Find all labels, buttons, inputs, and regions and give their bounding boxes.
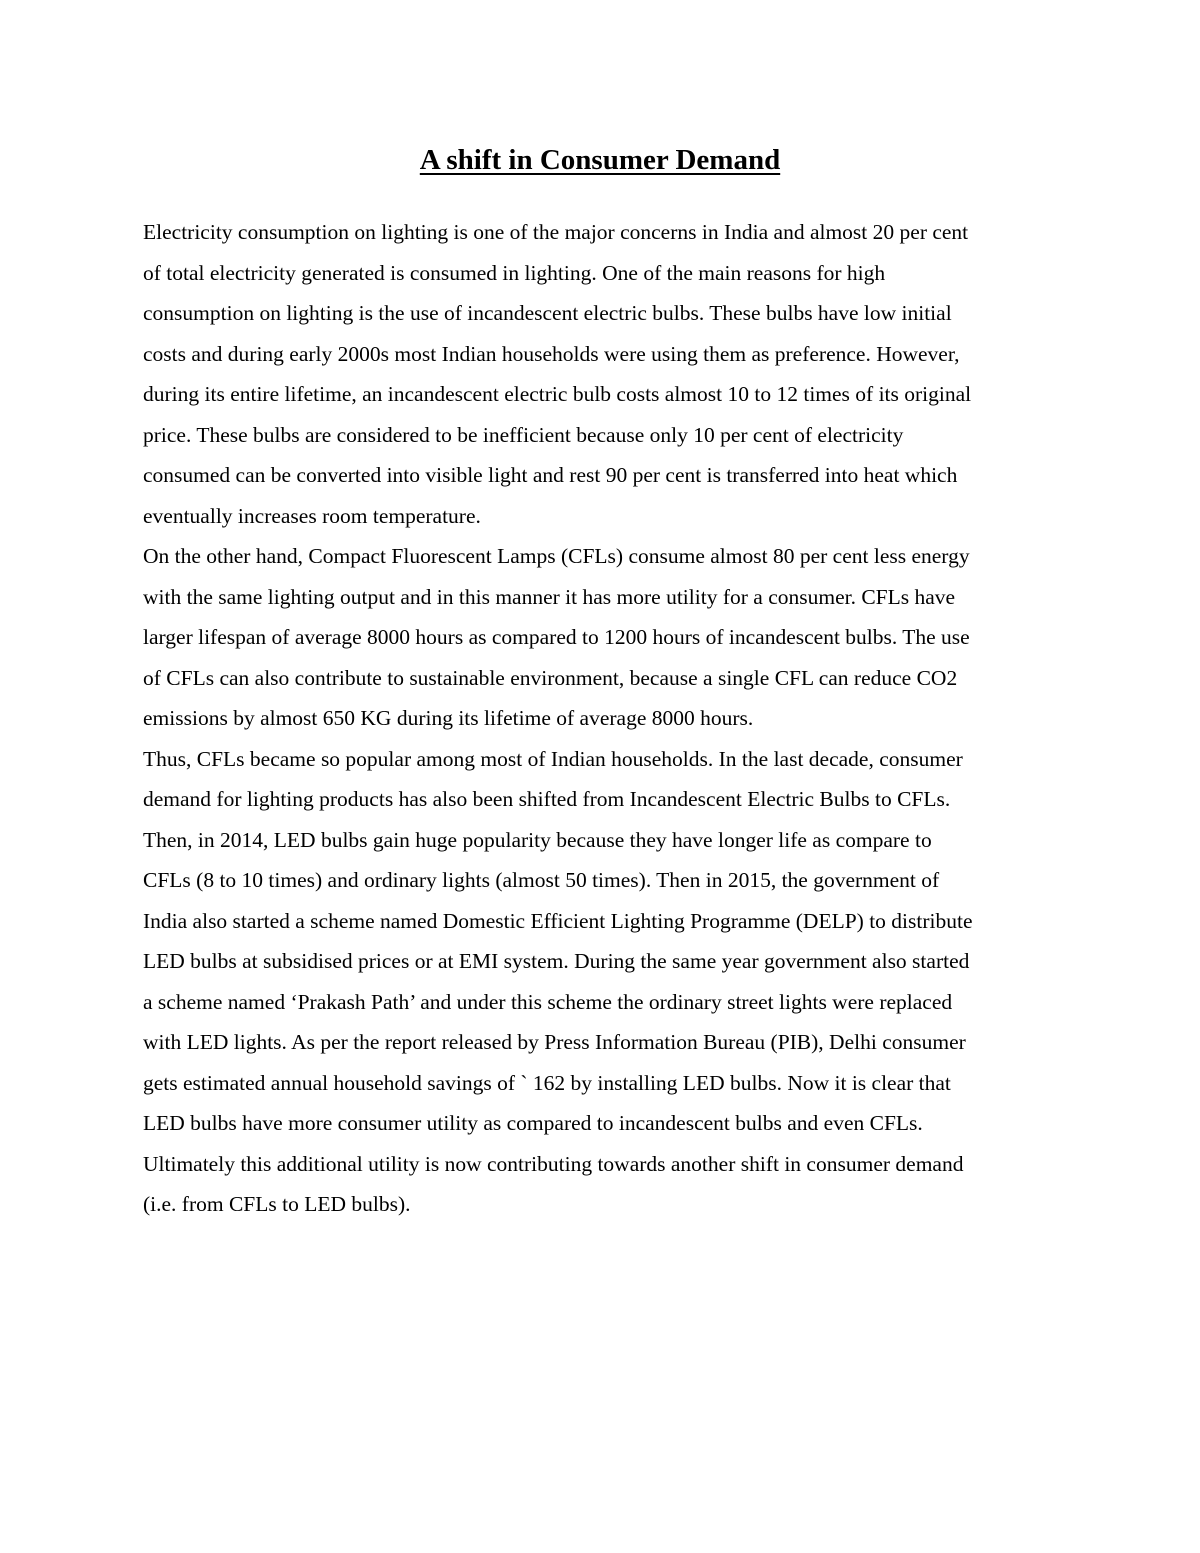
body-line: eventually increases room temperature. [143, 503, 481, 528]
body-line: Electricity consumption on lighting is one of the major concerns in India and almost 20 per cent [143, 220, 969, 244]
body-line: Then, in 2014, LED bulbs gain huge popularity because they have longer life as compare to [143, 827, 932, 852]
body-line: during its entire lifetime, an incandescent electric bulb costs almost 10 to 12 times of its original [143, 382, 972, 406]
body-line: Ultimately this additional utility is now contributing towards another shift in consumer demand [143, 1151, 964, 1176]
body-line: India also started a scheme named Domestic Efficient Lighting Programme (DELP) to distribute [143, 908, 973, 933]
body-line: LED bulbs at subsidised prices or at EMI system. During the same year government also started [143, 949, 970, 973]
body-line: On the other hand, Compact Fluorescent Lamps (CFLs) consume almost 80 per cent less energy [143, 544, 970, 568]
body-line: consumption on lighting is the use of incandescent electric bulbs. These bulbs have low initial [143, 301, 952, 325]
body-line: LED bulbs have more consumer utility as compared to incandescent bulbs and even CFLs. [143, 1111, 923, 1135]
body-line: Thus, CFLs became so popular among most of Indian households. In the last decade, consumer [143, 746, 963, 771]
body-line: larger lifespan of average 8000 hours as compared to 1200 hours of incandescent bulbs. The use [143, 625, 970, 649]
document-body [143, 212, 1063, 1225]
body-line: a scheme named ‘Prakash Path’ and under this scheme the ordinary street lights were replaced [143, 989, 953, 1014]
body-line: consumed can be converted into visible light and rest 90 per cent is transferred into heat which [143, 463, 958, 487]
body-line: CFLs (8 to 10 times) and ordinary lights (almost 50 times). Then in 2015, the government of [143, 868, 940, 892]
body-line: emissions by almost 650 KG during its lifetime of average 8000 hours. [143, 706, 754, 730]
body-line: (i.e. from CFLs to LED bulbs). [143, 1192, 411, 1216]
body-line: with LED lights. As per the report released by Press Information Bureau (PIB), Delhi consumer [143, 1030, 966, 1054]
body-line: price. These bulbs are considered to be inefficient because only 10 per cent of electricity [143, 422, 904, 447]
body-line: of CFLs can also contribute to sustainable environment, because a single CFL can reduce CO2 [143, 665, 958, 690]
body-line: with the same lighting output and in this manner it has more utility for a consumer. CFLs have [143, 584, 956, 609]
body-line: of total electricity generated is consumed in lighting. One of the main reasons for high [143, 260, 886, 285]
body-line: costs and during early 2000s most Indian households were using them as preference. However, [143, 341, 960, 366]
document-title: A shift in Consumer Demand [419, 144, 781, 176]
body-line: demand for lighting products has also been shifted from Incandescent Electric Bulbs to CFLs. [143, 787, 951, 811]
body-line: gets estimated annual household savings of ` 162 by installing LED bulbs. Now it is clear that [143, 1070, 951, 1095]
